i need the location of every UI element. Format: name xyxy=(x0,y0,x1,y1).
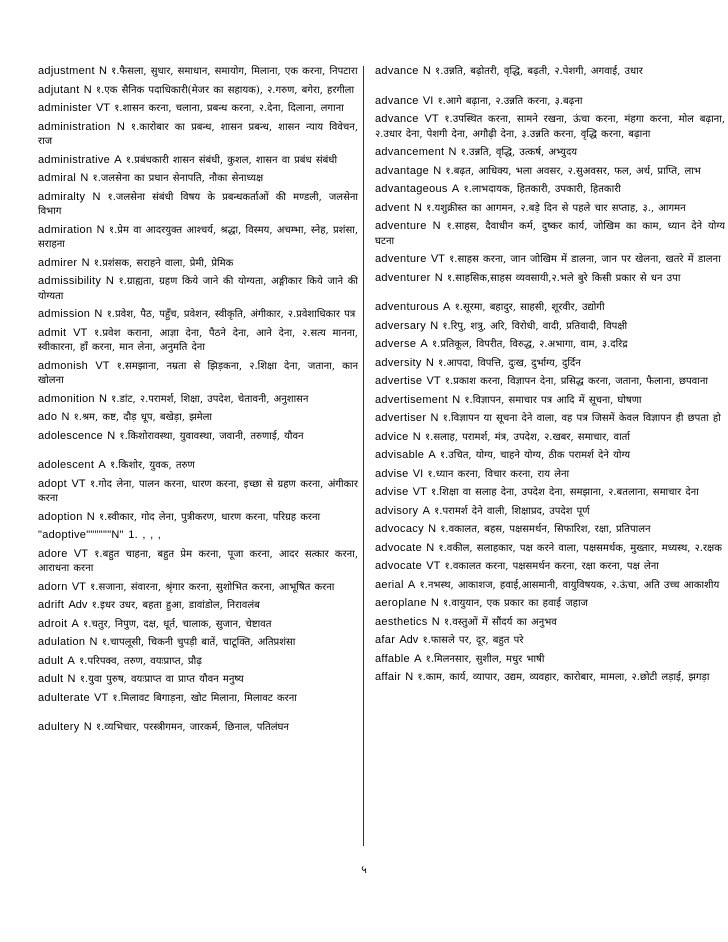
entry-meaning: १.प्रवेश, पैठ, पहुँच, प्रवेशन, स्वीकृति, अंगीकार, २.प्रवेशाधिकार पत्र xyxy=(106,309,356,320)
dictionary-entry xyxy=(38,691,358,707)
dictionary-entry xyxy=(38,274,358,304)
dictionary-entry xyxy=(38,153,358,169)
dictionary-entry xyxy=(38,617,358,633)
entry-headword: adult xyxy=(38,673,64,685)
entry-meaning: १.बहुत चाहना, बहुत प्रेम करना, पूजा करना, आदर सत्कार करना, आराधना करना xyxy=(38,548,358,574)
entry-meaning: १.स्वीकार, गोद लेना, पुत्रीकरण, धारण करना, परिग्रह करना xyxy=(98,511,321,523)
entry-headword: advocate xyxy=(375,560,423,572)
entry-headword: adventurous xyxy=(375,301,439,313)
entry-meaning: १.प्रेम वा आदरयुक्त आश्चर्य, श्रद्धा, विस्मय, अचम्भा, स्नेह, प्रशंसा, सराहना xyxy=(38,224,358,250)
entry-headword: advise xyxy=(375,467,409,480)
dictionary-entry xyxy=(375,467,725,483)
entry-pos: N xyxy=(430,597,439,609)
dictionary-entry xyxy=(38,223,358,253)
entry-meaning: १.रिपु, शत्रु, अरि, विरोधी, वादी, प्रतिवादी, विपक्षी xyxy=(442,320,628,332)
entry-pos: N xyxy=(116,120,125,133)
entry-headword: adroit xyxy=(38,617,68,630)
entry-meaning: १.शिक्षा वा सलाह देना, उपदेश देना, समझाना, २.बतलाना, समाचार देना xyxy=(431,487,699,498)
entry-meaning: १.गोद लेना, पालन करना, धारण करना, इच्छा से ग्रहण करना, अंगीकार करना xyxy=(38,478,358,504)
entry-pos: N xyxy=(452,393,461,406)
entry-meaning: १.उन्नति, बढ़ोतरी, वृद्धि, बढ़ती, २.पेशगी, अगवाई, उधार xyxy=(435,66,643,77)
entry-pos: A xyxy=(451,183,460,195)
entry-headword: adorn xyxy=(38,580,68,593)
dictionary-entry xyxy=(38,410,358,426)
entry-pos: N xyxy=(405,671,414,683)
dictionary-entry xyxy=(38,635,358,651)
dictionary-entry xyxy=(38,392,358,408)
entry-headword: affable xyxy=(375,652,410,665)
entry-headword: adrift xyxy=(38,599,65,611)
entry-meaning: १.सजाना, संवारना, श्रृंगार करना, सुशोभित करना, आभूषित करना xyxy=(90,581,335,593)
dictionary-entry xyxy=(38,547,358,577)
entry-headword: advocacy xyxy=(375,523,424,535)
dictionary-entry xyxy=(375,559,725,575)
entry-headword: advancement xyxy=(375,146,445,158)
dictionary-entry xyxy=(375,219,725,249)
entry-meaning: १.बढ़त, आधिक्य, भला अवसर, २.सुअवसर, फल, अर्थ, प्राप्ति, लाभ xyxy=(445,165,701,177)
entry-meaning: १.फासले पर, दूर, बहुत परे xyxy=(422,635,524,646)
entry-headword: admissibility xyxy=(38,275,102,287)
dictionary-entry xyxy=(375,182,725,198)
entry-headword: administration xyxy=(38,120,111,133)
entry-headword: admonish xyxy=(38,359,89,372)
dictionary-entry xyxy=(375,356,725,372)
entry-headword: adverse xyxy=(375,338,417,350)
dictionary-entry xyxy=(38,580,358,596)
entry-meaning: १.डांट, २.परामर्श, शिक्षा, उपदेश, चेतावनी, अनुशासन xyxy=(111,393,309,405)
entry-headword: aeroplane xyxy=(375,597,427,609)
entry-meaning: १.किशोर, युवक, तरुण xyxy=(109,460,195,471)
dictionary-entry xyxy=(38,190,358,220)
entry-headword: adjustment xyxy=(38,65,95,77)
entry-pos: N xyxy=(433,164,442,177)
entry-pos: A xyxy=(428,449,436,461)
entry-pos: VT xyxy=(426,560,441,572)
entry-headword: adolescent xyxy=(38,459,95,471)
dictionary-entry xyxy=(38,171,358,187)
entry-headword: advisory xyxy=(375,504,419,517)
entry-meaning: १.एक सैनिक पदाधिकारी(मेजर का सहायक), २.गरुण, बगेरा, हरगीला xyxy=(95,84,355,96)
entry-meaning: १.लाभदायक, हितकारी, उपकारी, हितकारी xyxy=(463,184,621,195)
entry-meaning: १.साहस, दैवाधीन कर्म, दुष्कर कार्य, जोखिम का काम, ध्यान देने योग्य घटना xyxy=(375,221,725,247)
entry-headword: adulation xyxy=(38,636,86,648)
entry-pos: N xyxy=(105,275,114,287)
dictionary-entry xyxy=(38,528,358,544)
entry-pos: VT xyxy=(95,102,110,114)
entry-headword: adult xyxy=(38,654,64,667)
entry-meaning: १.वकील, सलाहकार, पक्ष करने वाला, पक्षसमर्थक, मुख्तार, मध्यस्थ, २.रक्षक xyxy=(438,542,722,554)
entry-meaning: १.उपस्थित करना, सामने रखना, ऊंचा करना, मंहगा करना, मोल बढ़ाना, २.उधार देना, पेशगी देना, अगौढ़ी देना, ३.उन्नति करना, वृद्धि करना, बढ़ाना xyxy=(375,114,725,140)
entry-meaning: १.ग्राह्यता, ग्रहण किये जाने की योग्यता, अङ्गीकार किये जाने की योग्यता xyxy=(38,276,358,302)
entry-pos: VT xyxy=(71,580,86,593)
entry-meaning: १.चापलूसी, चिकनी चुपड़ी बातें, चाटूक्ति, अतिप्रशंसा xyxy=(101,637,296,648)
entry-headword: admiration xyxy=(38,223,93,236)
dictionary-entry xyxy=(375,411,725,427)
entry-pos: N xyxy=(414,201,422,214)
dictionary-entry xyxy=(38,477,358,507)
dictionary-entry xyxy=(375,522,725,538)
entry-pos: A xyxy=(114,153,122,166)
dictionary-entry xyxy=(38,672,358,688)
dictionary-entry xyxy=(375,164,725,180)
entry-pos: VT xyxy=(71,477,86,490)
entry-headword: advantage xyxy=(375,164,430,177)
dictionary-entry xyxy=(375,337,725,353)
entry-headword: admirer xyxy=(38,256,78,269)
entry-meaning: १.मिलनसार, सुशील, मधुर भाषी xyxy=(425,653,545,665)
entry-pos: A xyxy=(443,301,451,313)
entry-pos: VT xyxy=(73,326,88,339)
dictionary-entry xyxy=(375,393,725,409)
dictionary-entry xyxy=(38,326,358,356)
entry-headword: admiralty xyxy=(38,190,86,203)
entry-pos: N xyxy=(83,721,92,733)
left-column xyxy=(38,64,358,739)
entry-headword: adolescence xyxy=(38,429,104,442)
entry-meaning: १.वकालत करना, पक्षसमर्थन करना, रक्षा करना, पक्ष लेना xyxy=(444,561,659,572)
entry-headword: adopt xyxy=(38,477,68,490)
entry-meaning: १.साहसिक,साहस व्यवसायी,२.भले बुरे किसी प्रकार से धन उपा xyxy=(446,272,681,284)
dictionary-entry xyxy=(375,271,725,287)
entry-pos: N xyxy=(412,430,421,443)
entry-headword: admit xyxy=(38,326,67,339)
dictionary-entry xyxy=(38,510,358,526)
entry-pos: N xyxy=(99,65,107,77)
column-divider xyxy=(363,66,364,846)
entry-pos: N xyxy=(432,220,441,232)
entry-headword: adoption xyxy=(38,510,83,523)
entry-meaning: १.सूरमा, बहादुर, साहसी, शूरवीर, उद्योगी xyxy=(454,302,605,313)
entry-headword: advantageous xyxy=(375,183,448,195)
entry-pos: A xyxy=(98,459,106,471)
entry-pos: N xyxy=(92,190,101,203)
entry-headword: administer xyxy=(38,102,92,114)
entry-pos: VT xyxy=(95,359,110,372)
entry-pos: N xyxy=(448,146,457,158)
entry-meaning: १.आपदा, विपत्ति, दुःख, दुर्भाग्य, दुर्दिन xyxy=(438,357,581,369)
dictionary-entry xyxy=(38,654,358,670)
entry-meaning: १.मिलावट बिगाड़ना, खोट मिलाना, मिलावट करना xyxy=(112,692,297,704)
entry-headword: admonition xyxy=(38,392,95,405)
entry-meaning: १.प्रतिकूल, विपरीत, विरुद्ध, २.अभागा, वाम, ३.दरिद्र xyxy=(431,339,628,350)
entry-pos: A xyxy=(422,504,430,517)
entry-meaning: १.साहस करना, जान जोखिम में डालना, जान पर खेलना, खतरे में डालना xyxy=(449,254,721,265)
entry-pos: N xyxy=(61,411,70,423)
entry-meaning: १.समझाना, नम्रता से झिड़कना, २.शिक्षा देना, जताना, कान खोलना xyxy=(38,360,358,386)
entry-pos: N xyxy=(83,83,92,96)
dictionary-entry xyxy=(38,598,358,614)
entry-pos: A xyxy=(420,338,428,350)
entry-headword: adventure xyxy=(375,253,427,265)
dictionary-entry xyxy=(375,374,725,390)
dictionary-entry xyxy=(38,458,358,474)
entry-meaning: १.चतुर, निपुण, दक्ष, धूर्त, चालाक, सुजान, चेष्टावत xyxy=(83,618,272,630)
entry-headword: advertise xyxy=(375,375,423,387)
entry-meaning: १.किशोरावस्था, युवावस्था, जवानी, तरुणाई, यौवन xyxy=(119,430,304,442)
entry-meaning: १.काम, कार्य, व्यापार, उद्यम, व्यवहार, कारोबार, मामला, २.छोटी लड़ाई, झगड़ा xyxy=(417,672,710,683)
entry-meaning: १.व्यभिचार, परस्त्रीगमन, जारकर्म, छिनाल, पतिलंघन xyxy=(95,722,289,733)
entry-pos: N xyxy=(431,615,440,628)
entry-pos: A xyxy=(407,578,416,591)
dictionary-entry xyxy=(375,670,725,686)
entry-meaning: १.आगे बढ़ाना, २.उन्नति करना, ३.बढ़ना xyxy=(437,95,583,107)
entry-meaning: १.उन्नति, वृद्धि, उत्कर्ष, अभ्युदय xyxy=(460,147,578,158)
entry-pos: N xyxy=(107,429,116,442)
entry-meaning: १.उचित, योग्य, चाहने योग्य, ठीक परामर्श देने योग्य xyxy=(439,450,631,461)
entry-headword: ado xyxy=(38,411,58,423)
entry-headword: adore xyxy=(38,547,68,560)
entry-meaning: १.प्रवेश कराना, आज्ञा देना, पैठने देना, आने देना, २.सत्य मानना, स्वीकारना, हाँ करना, मान लेना, अनुमति देना xyxy=(38,327,358,353)
entry-headword: adventure xyxy=(375,220,427,232)
page-number: ५ xyxy=(361,863,367,876)
entry-meaning: १.युवा पुरुष, वयःप्राप्त वा प्राप्त यौवन मनुष्य xyxy=(79,674,244,685)
entry-headword: advance xyxy=(375,113,419,125)
entry-pos: N xyxy=(89,636,98,648)
entry-pos: VT xyxy=(424,113,439,125)
entry-meaning: १.प्रबंधकारी शासन संबंधी, कुशल, शासन वा प्रबंध संबंधी xyxy=(125,154,338,166)
dictionary-entry xyxy=(375,64,725,80)
entry-headword: advertisement xyxy=(375,393,448,406)
entry-pos: N xyxy=(96,223,105,236)
entry-pos: Adv xyxy=(399,634,419,646)
entry-headword: advisable xyxy=(375,449,425,461)
entry-headword: adjutant xyxy=(38,83,80,96)
entry-pos: A xyxy=(414,652,422,665)
entry-meaning: १.श्रम, कष्ट, दौड़ धूप, बखेड़ा, झमेला xyxy=(73,412,212,423)
entry-headword: advertiser xyxy=(375,412,427,424)
dictionary-entry xyxy=(375,448,725,464)
entry-meaning: १.शासन करना, चलाना, प्रबन्ध करना, २.देना, दिलाना, लगाना xyxy=(114,103,344,114)
dictionary-entry xyxy=(38,101,358,117)
entry-meaning: १.ध्यान करना, विचार करना, राय लेना xyxy=(427,468,570,480)
entry-headword: adulterate xyxy=(38,691,90,704)
entry-pos: N xyxy=(99,392,107,405)
entry-pos: N xyxy=(430,412,439,424)
entry-pos: N xyxy=(67,673,76,685)
dictionary-entry xyxy=(38,120,358,150)
entry-headword: advent xyxy=(375,201,410,214)
dictionary-entry xyxy=(375,541,725,557)
entry-pos: A xyxy=(71,617,79,630)
dictionary-entry xyxy=(38,64,358,80)
entry-pos: VT xyxy=(426,375,441,387)
dictionary-entry xyxy=(375,504,725,520)
dictionary-entry xyxy=(38,720,358,736)
entry-headword: "adoptive""""""N" 1. , , , xyxy=(38,529,162,541)
entry-meaning: १.सलाह, परामर्श, मंत्र, उपदेश, २.खबर, समाचार, वार्ता xyxy=(424,431,630,443)
dictionary-entry xyxy=(375,430,725,446)
entry-headword: adversary xyxy=(375,319,426,332)
dictionary-entry xyxy=(375,145,725,161)
dictionary-entry xyxy=(38,83,358,99)
entry-headword: administrative xyxy=(38,153,111,166)
entry-headword: advise xyxy=(375,486,409,498)
entry-pos: N xyxy=(434,271,443,284)
dictionary-entry xyxy=(375,252,725,268)
dictionary-entry xyxy=(375,596,725,612)
dictionary-entry xyxy=(375,94,725,110)
dictionary-entry xyxy=(375,652,725,668)
entry-meaning: १.परिपक्व, तरुण, वयःप्राप्त, प्रौढ़ xyxy=(79,655,202,667)
entry-headword: aesthetics xyxy=(375,615,428,628)
entry-headword: adventurer xyxy=(375,271,431,284)
entry-meaning: १.परामर्श देने वाली, शिक्षाप्रद, उपदेश पूर्ण xyxy=(434,505,590,517)
entry-pos: N xyxy=(94,308,103,320)
entry-meaning: १.जलसेना संबंधी विषय के प्रबन्धकर्ताओं की मण्डली, जलसेना विभाग xyxy=(38,191,358,217)
dictionary-entry xyxy=(375,300,725,316)
dictionary-entry xyxy=(375,633,725,649)
dictionary-entry xyxy=(375,112,725,142)
dictionary-entry xyxy=(375,201,725,217)
entry-pos: N xyxy=(80,172,89,184)
dictionary-entry xyxy=(38,359,358,389)
dictionary-entry xyxy=(38,429,358,445)
entry-headword: afar xyxy=(375,634,396,646)
dictionary-entry xyxy=(375,615,725,631)
entry-pos: N xyxy=(428,523,437,535)
entry-pos: VI xyxy=(412,467,424,480)
entry-meaning: १.जलसेना का प्रधान सेनापति, नौका सेनाध्यक्ष xyxy=(92,173,264,184)
entry-pos: N xyxy=(430,319,439,332)
entry-headword: admission xyxy=(38,308,91,320)
dictionary-entry xyxy=(38,256,358,272)
entry-meaning: १.विज्ञापन, समाचार पत्र आदि में सूचना, घोषणा xyxy=(464,394,642,406)
entry-pos: N xyxy=(86,510,95,523)
entry-pos: A xyxy=(67,654,75,667)
entry-meaning: १.वस्तुओं में सौंदर्य का अनुभव xyxy=(443,616,557,628)
dictionary-entry xyxy=(375,319,725,335)
entry-meaning: १.प्रकाश करना, विज्ञापन देना, प्रसिद्ध करना, जताना, फैलाना, छपवाना xyxy=(444,376,708,387)
entry-headword: adultery xyxy=(38,721,80,733)
entry-headword: aerial xyxy=(375,578,404,591)
right-column xyxy=(375,64,725,689)
entry-headword: advice xyxy=(375,430,409,443)
entry-meaning: १.वकालत, बहस, पक्षसमर्थन, सिफारिश, रक्षा, प्रतिपालन xyxy=(440,524,651,535)
entry-pos: VT xyxy=(94,691,109,704)
entry-headword: adversity xyxy=(375,356,422,369)
entry-pos: VT xyxy=(430,253,445,265)
entry-pos: VT xyxy=(73,547,88,560)
entry-pos: VT xyxy=(412,486,427,498)
entry-meaning: १.फैसला, सुधार, समाधान, समायोग, मिलाना, एक करना, निपटारा xyxy=(111,66,358,77)
entry-meaning: १.नभस्थ, आकाशज, हवाई,आसमानी, वायुविषयक, २.ऊंचा, अति उच्च आकाशीय xyxy=(419,579,720,591)
entry-meaning: १.प्रशंसक, सराहने वाला, प्रेमी, प्रेमिक xyxy=(93,257,234,269)
entry-meaning: १.कारोबार का प्रबन्ध, शासन प्रबन्ध, शासन न्याय विवेचन, राज xyxy=(38,121,358,147)
entry-headword: advance xyxy=(375,94,419,107)
entry-meaning: १.यशुक्रीस्त का आगमन, २.बड़े दिन से पहले चार सप्ताह, ३., आगमन xyxy=(426,202,686,214)
entry-pos: Adv xyxy=(68,599,88,611)
dictionary-entry xyxy=(375,578,725,594)
entry-headword: admiral xyxy=(38,172,77,184)
entry-meaning: १.विज्ञापन या सूचना देने वाला, वह पत्र जिसमें केवल विज्ञापन ही छपता हो xyxy=(442,413,721,424)
dictionary-entry xyxy=(38,307,358,323)
entry-headword: affair xyxy=(375,671,402,683)
entry-pos: N xyxy=(425,356,434,369)
entry-pos: N xyxy=(81,256,90,269)
dictionary-page xyxy=(38,64,725,884)
entry-pos: N xyxy=(422,65,431,77)
dictionary-entry xyxy=(375,485,725,501)
entry-meaning: १.इधर उधर, बहता हुआ, डावांडोल, निरावलंब xyxy=(91,600,260,611)
entry-headword: advocate xyxy=(375,541,423,554)
entry-pos: N xyxy=(426,541,435,554)
entry-headword: advance xyxy=(375,65,419,77)
entry-meaning: १.वायुयान, एक प्रकार का हवाई जहाज xyxy=(442,598,588,609)
entry-pos: VI xyxy=(422,94,434,107)
